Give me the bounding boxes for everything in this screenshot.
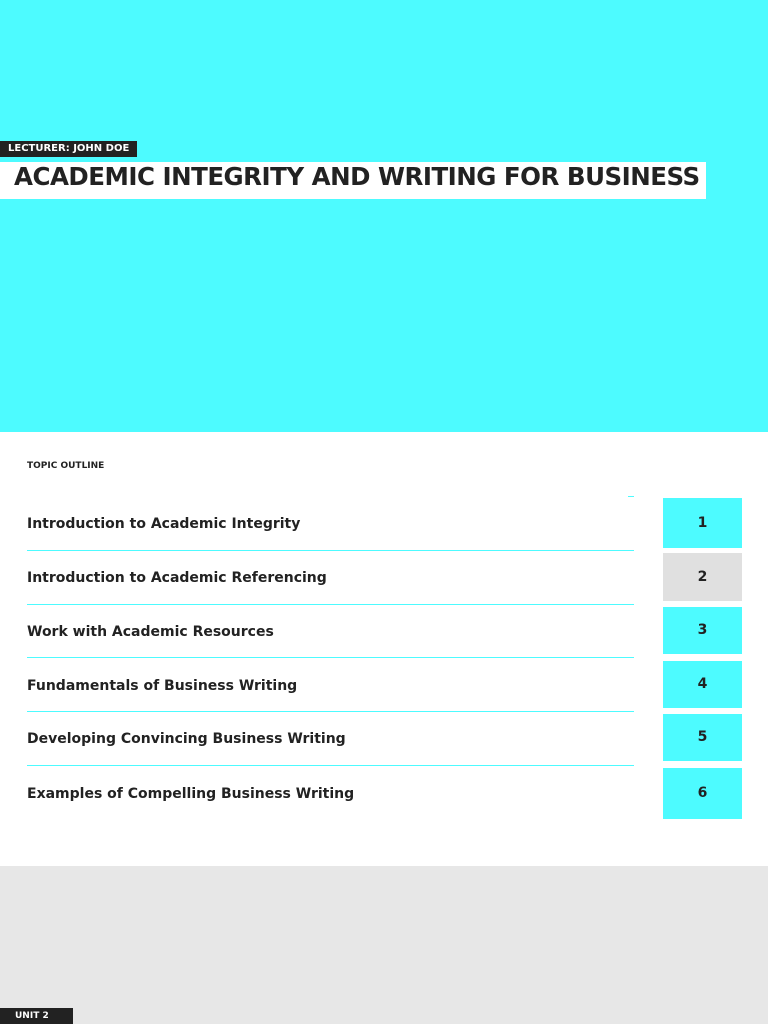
topic-outline-label: TOPIC OUTLINE [27,461,105,471]
topic-number-box: 5 [663,714,742,761]
topic-number-box: 3 [663,607,742,654]
topic-divider [27,550,634,551]
topic-label: Developing Convincing Business Writing [27,731,346,747]
topic-divider [27,711,634,712]
topic-number-box: 2 [663,553,742,601]
topic-label: Examples of Compelling Business Writing [27,786,355,802]
topic-number-box: 4 [663,661,742,708]
lecturer-tag: LECTURER: JOHN DOE [0,141,137,157]
page-title: ACADEMIC INTEGRITY AND WRITING FOR BUSINESS [14,162,700,191]
topic-number-box: 6 [663,768,742,819]
topic-number-box: 1 [663,498,742,548]
topic-divider [27,657,634,658]
topic-label: Introduction to Academic Integrity [27,516,301,532]
unit-tag: UNIT 2 [0,1008,73,1024]
topic-divider [27,604,634,605]
topic-label: Work with Academic Resources [27,624,274,640]
footer-band [0,866,768,1024]
topic-label: Introduction to Academic Referencing [27,570,327,586]
topic-divider [27,765,634,766]
topic-label: Fundamentals of Business Writing [27,678,298,694]
